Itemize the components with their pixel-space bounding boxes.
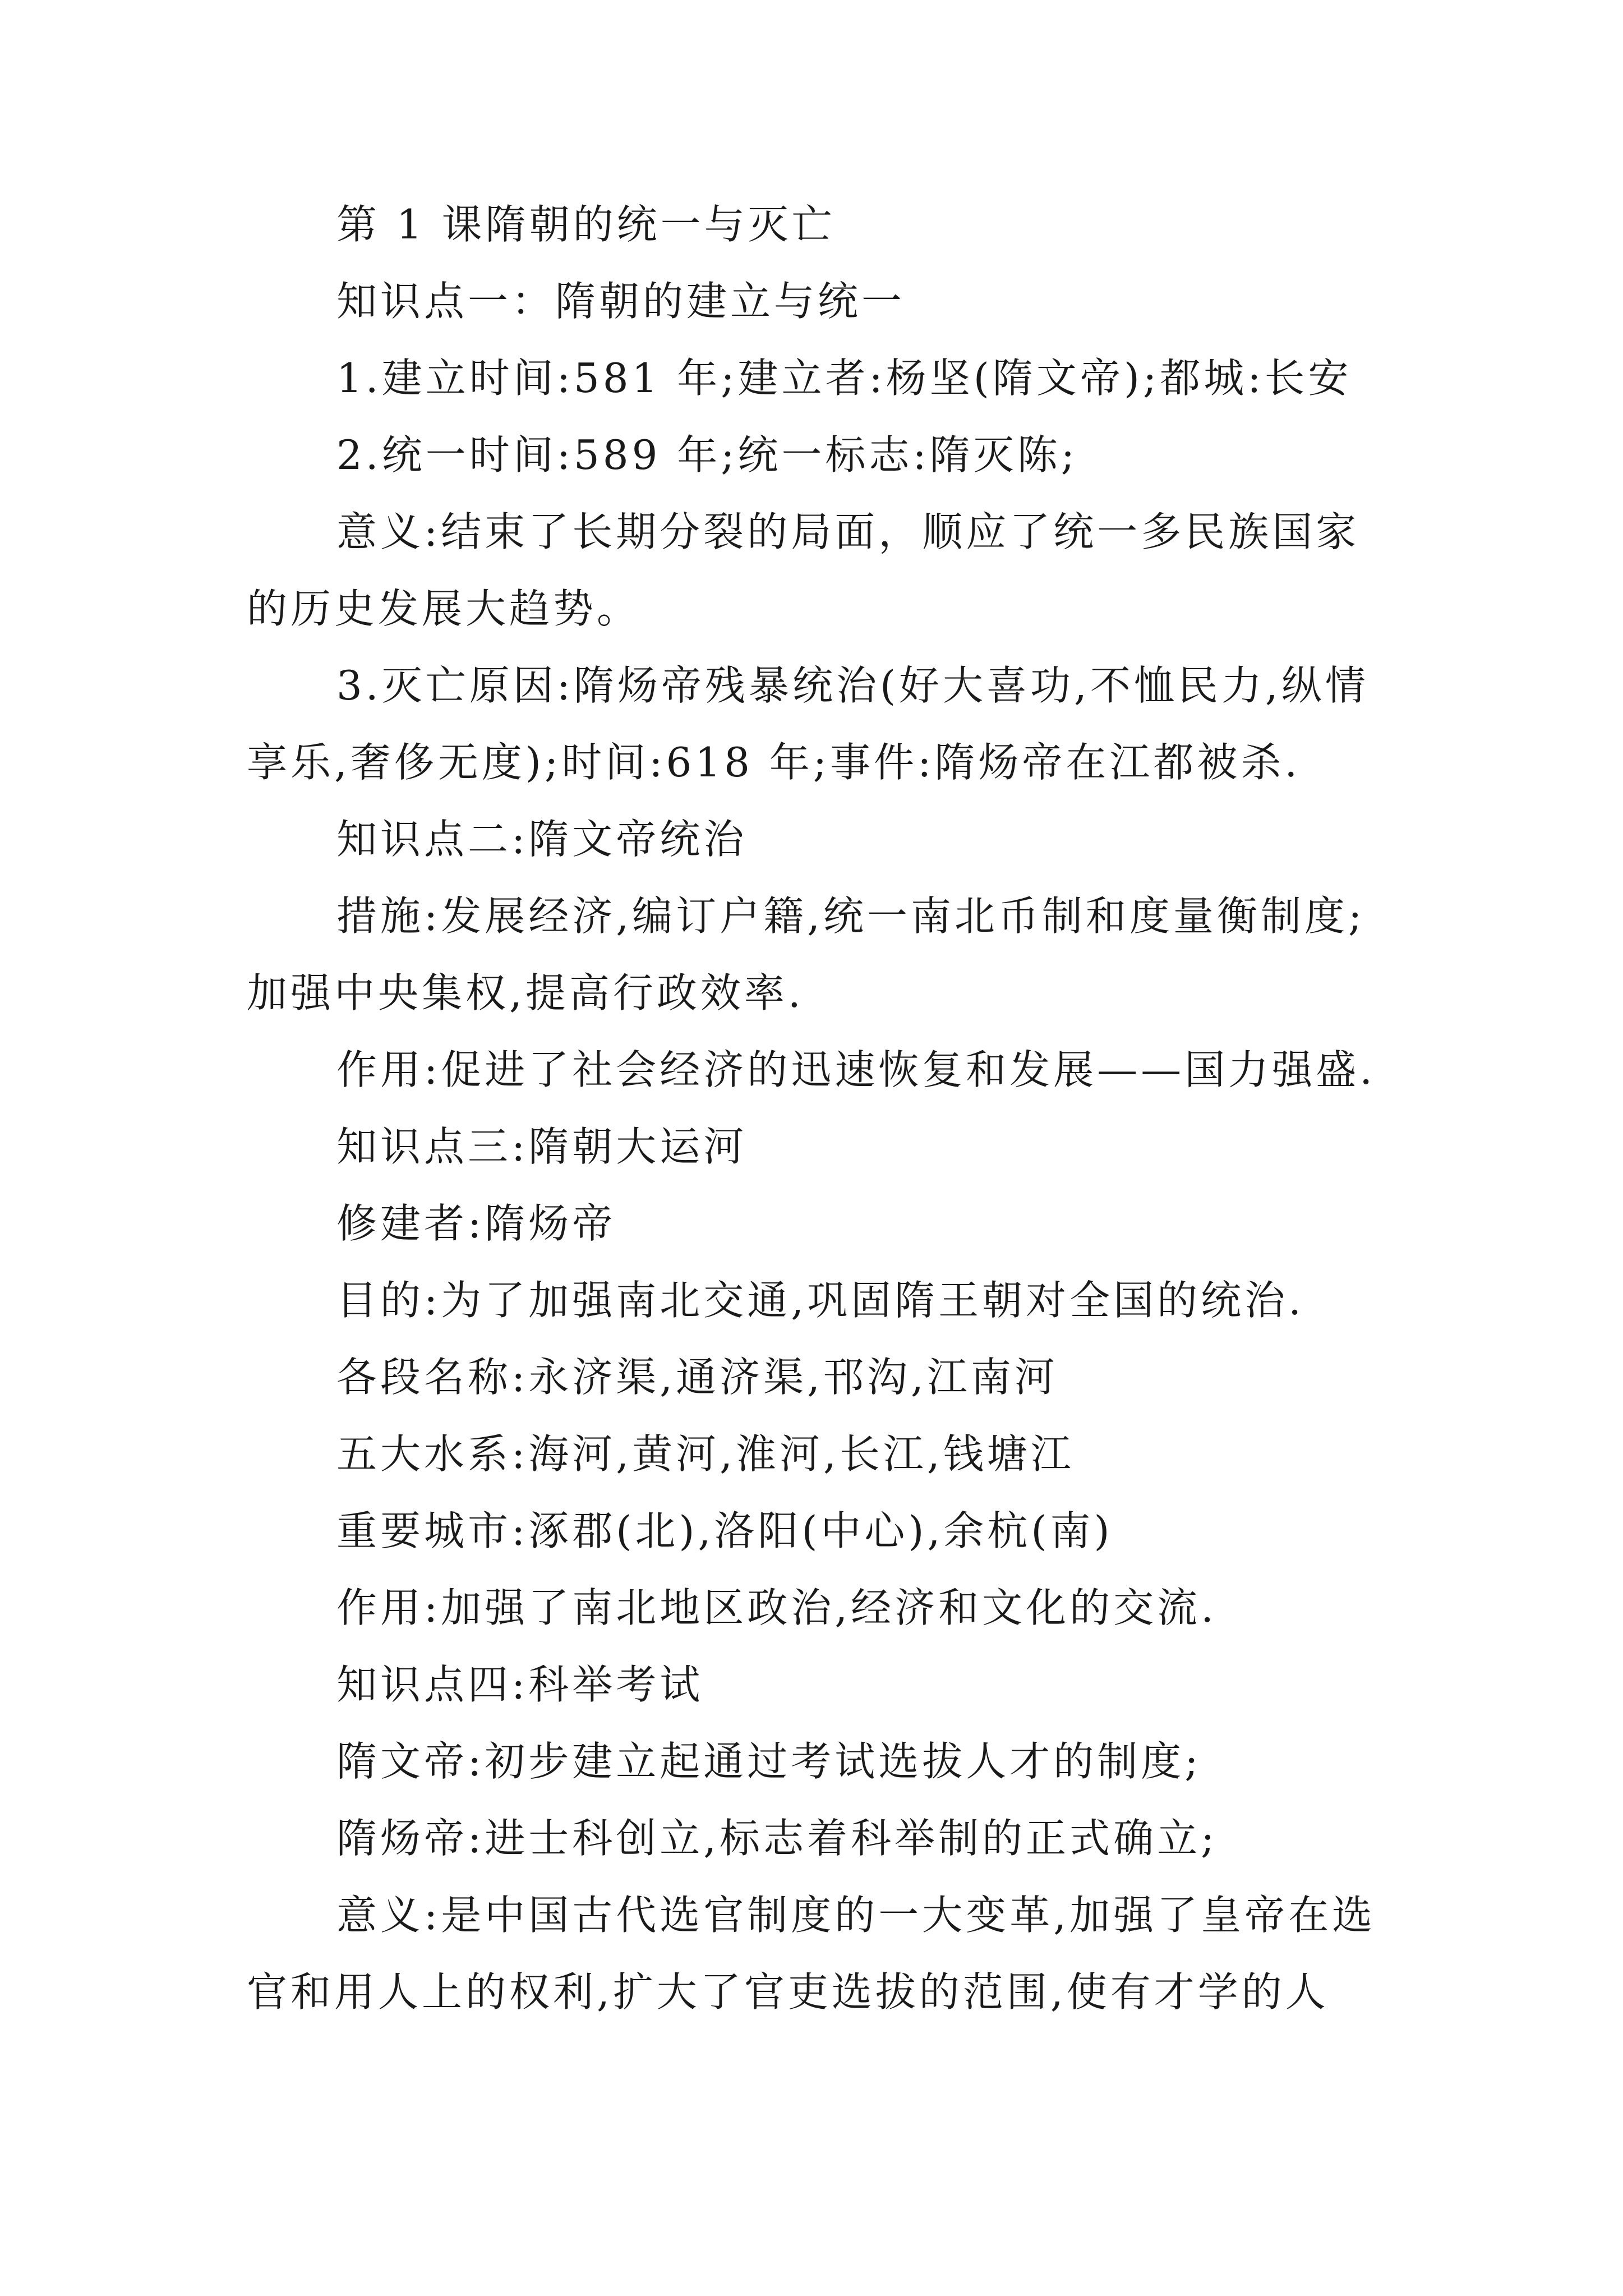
paragraph-line: 1.建立时间:581 年;建立者:杨坚(隋文帝);都城:长安 — [336, 355, 1352, 402]
paragraph-line: 作用:促进了社会经济的迅速恢复和发展——国力强盛. — [336, 1046, 1376, 1093]
paragraph-line: 目的:为了加强南北交通,巩固隋王朝对全国的统治. — [336, 1277, 1305, 1324]
paragraph-line: 五大水系:海河,黄河,淮河,长江,钱塘江 — [336, 1430, 1075, 1478]
document-body — [247, 186, 1391, 2031]
paragraph-line: 各段名称:永济渠,通济渠,邗沟,江南河 — [336, 1354, 1058, 1401]
paragraph-line: 享乐,奢侈无度);时间:618 年;事件:隋炀帝在江都被杀. — [247, 739, 1301, 786]
knowledge-point-4-heading: 知识点四:科举考试 — [336, 1661, 704, 1708]
paragraph-line: 重要城市:涿郡(北),洛阳(中心),余杭(南) — [336, 1507, 1113, 1554]
paragraph-line: 修建者:隋炀帝 — [336, 1200, 616, 1247]
paragraph-line: 隋炀帝:进士科创立,标志着科举制的正式确立; — [336, 1815, 1218, 1862]
knowledge-point-1-heading: 知识点一：隋朝的建立与统一 — [336, 278, 906, 325]
paragraph-line: 2.统一时间:589 年;统一标志:隋灭陈; — [336, 431, 1078, 478]
paragraph-line: 意义:是中国古代选官制度的一大变革,加强了皇帝在选 — [336, 1892, 1376, 1939]
paragraph-line: 措施:发展经济,编订户籍,统一南北币制和度量衡制度; — [336, 892, 1366, 940]
paragraph-line: 加强中央集权,提高行政效率. — [247, 969, 804, 1016]
paragraph-line: 的历史发展大趋势。 — [247, 585, 641, 632]
paragraph-line: 意义:结束了长期分裂的局面，顺应了统一多民族国家 — [336, 508, 1360, 555]
knowledge-point-2-heading: 知识点二:隋文帝统治 — [336, 816, 748, 863]
paragraph-line: 3.灭亡原因:隋炀帝残暴统治(好大喜功,不恤民力,纵情 — [336, 662, 1369, 709]
paragraph-line: 作用:加强了南北地区政治,经济和文化的交流. — [336, 1584, 1218, 1631]
lesson-title: 第 1 课隋朝的统一与灭亡 — [336, 201, 836, 248]
paragraph-line: 隋文帝:初步建立起通过考试选拔人才的制度; — [336, 1738, 1202, 1785]
paragraph-line: 官和用人上的权利,扩大了官吏选拔的范围,使有才学的人 — [247, 1968, 1329, 2016]
knowledge-point-3-heading: 知识点三:隋朝大运河 — [336, 1123, 748, 1170]
